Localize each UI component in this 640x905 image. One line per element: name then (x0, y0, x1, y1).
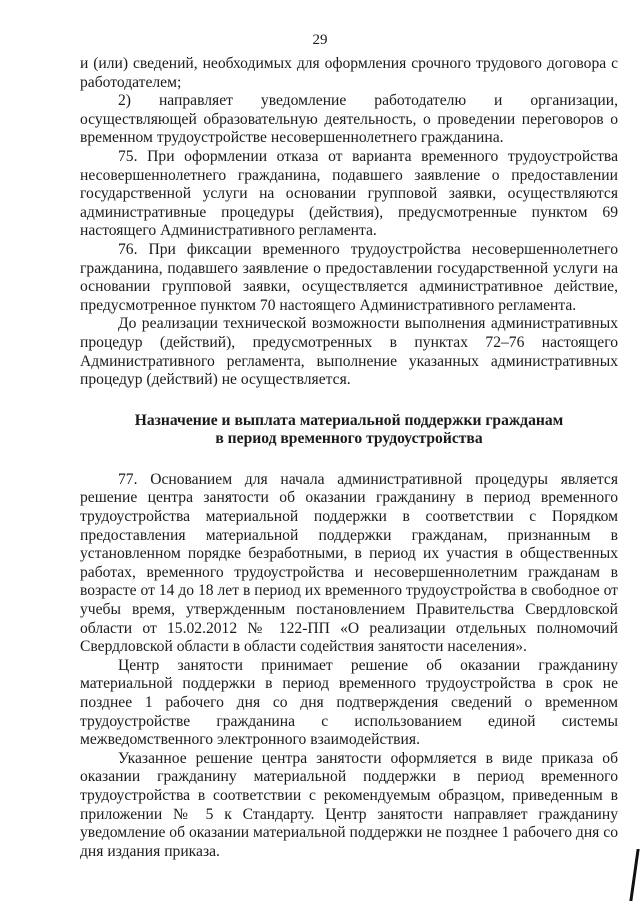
section-heading-line-2: в период временного трудоустройства (215, 430, 483, 448)
paragraph-item-2: 2) направляет уведомление работодателю и организации, осуществляющей образовательную деятельность, о проведении переговоров о временном трудоустройстве несовершеннолетнего гражданина. (80, 92, 618, 147)
section-heading (80, 412, 618, 449)
paragraph-76: 76. При фиксации временного трудоустройства несовершеннолетнего гражданина, подавшего заявление о предоставлении государственной услуги на основании групповой заявки, осуществляется административное действие, предусмотренное пунктом 70 настоящего Административного регламента. (80, 240, 618, 314)
paragraph-continuation: и (или) сведений, необходимых для оформления срочного трудового договора с работодателем; (80, 55, 618, 91)
paragraph-77: 77. Основанием для начала административной процедуры является решение центра занятости об оказании гражданину в период временного трудоустройства материальной поддержки в соответствии с Порядком предоставления материальной поддержки гражданам, признанным в установленном порядке безработными, в период их участия в общественных работах, временного трудоустройства и несовершеннолетним гражданам в возрасте от 14 до 18 лет в период их временного трудоустройства в свободное от учебы время, утвержденным постановлением Правительства Свердловской области от 15.02.2012 № 122-ПП «О реализации отдельных полномочий Свердловской области в области содействия занятости населения». (80, 470, 618, 656)
paragraph-decision-deadline: Центр занятости принимает решение об оказании гражданину материальной поддержки в период временного трудоустройства в срок не позднее 1 рабочего дня со дня подтверждения сведений о временном трудоустройстве гражданина с использованием единой системы межведомственного электронного взаимодействия. (80, 656, 618, 749)
page-number: 29 (312, 32, 328, 48)
paragraph-technical-possibility: До реализации технической возможности выполнения административных процедур (действий), предусмотренных в пунктах 72–76 настоящего Административного регламента, выполнение указанных административных процедур (действий) не осуществляется. (80, 315, 618, 389)
paragraph-75: 75. При оформлении отказа от варианта временного трудоустройства несовершеннолетнего гражданина, подавшего заявление о предоставлении государственной услуги на основании групповой заявки, осуществляются административные процедуры (действия), предусмотренные пунктом 69 настоящего Административного регламента. (80, 147, 618, 240)
document-body (80, 55, 618, 861)
section-heading-line-1: Назначение и выплата материальной поддержки гражданам (134, 411, 564, 429)
scan-edge-mark (629, 849, 639, 901)
paragraph-order-notification: Указанное решение центра занятости оформляется в виде приказа об оказании гражданину материальной поддержки в период временного трудоустройства в соответствии с рекомендуемым образцом, приведенным в приложении № 5 к Стандарту. Центр занятости направляет гражданину уведомление об оказании материальной поддержки не позднее 1 рабочего дня со дня издания приказа. (80, 749, 618, 860)
